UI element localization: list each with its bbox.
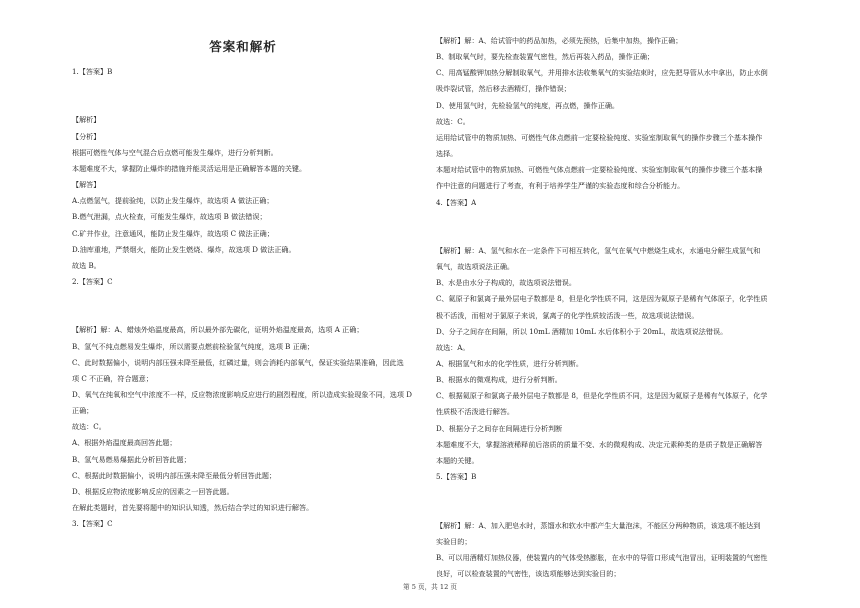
text-line: 作中注意的问题进行了考查，有利于培养学生严谨的实验态度和综合分析能力。 bbox=[436, 181, 685, 191]
text-line: 【解析】解：A、氢气和水在一定条件下可相互转化，氢气在氧气中燃烧生成水，水通电分解生成氢气和 bbox=[436, 245, 761, 255]
text-line: 氧气，故选项说法正确。 bbox=[436, 262, 515, 272]
text-line: B、制取氧气时，要先检查装置气密性，然后再装入药品，操作正确； bbox=[436, 52, 655, 62]
text-line: A、根据氢气和水的化学性质，进行分析判断。 bbox=[436, 359, 583, 368]
page-title: 答案和解析 bbox=[209, 39, 277, 54]
text-line: 项 C 不正确，符合题意； bbox=[72, 373, 153, 383]
text-line: B、水是由水分子构成的，故选项说法错误。 bbox=[436, 278, 576, 288]
text-line: 3.【答案】C bbox=[72, 519, 113, 529]
text-line: C、根据此时数据偏小，说明内部压强未降至最低分析回答此题； bbox=[72, 470, 277, 480]
text-line: 本题难度不大，掌握溶液稀释前后溶质的质量不变、水的微观构成、决定元素种类的是质子数是正确解答 bbox=[436, 439, 763, 449]
text-line: B.燃气泄漏，点火检查，可能发生爆炸，故选项 B 做法错误； bbox=[72, 212, 267, 222]
text-line: C、用高锰酸钾加热分解制取氧气，并用排水法收集氧气的实验结束时，应先把导管从水中拿出，防止水倒 bbox=[436, 68, 768, 78]
text-line: 吸炸裂试管，然后移去酒精灯，操作错误； bbox=[436, 84, 571, 94]
text-line: 极不活泼，而相对于氯原子来说，氯离子的化学性质较活泼一些，故选项说法错误。 bbox=[436, 310, 699, 320]
text-line: 【解答】 bbox=[72, 180, 101, 190]
text-line: D、分子之间存在间隔，所以 10mL 酒精加 10mL 水后体积小于 20mL，故选项说法错误。 bbox=[436, 326, 728, 336]
text-line: 【分析】 bbox=[72, 131, 101, 141]
text-line: 故选：A。 bbox=[436, 342, 470, 352]
text-line: 4.【答案】A bbox=[436, 197, 477, 207]
text-line: 本题难度不大，掌握防止爆炸的措施并能灵活运用是正确解答本题的关键。 bbox=[72, 163, 307, 173]
text-line: D、氧气在纯氧和空气中浓度不一样，反应物浓度影响反应进行的剧烈程度，所以造成实验现象不同，选项 D bbox=[72, 390, 412, 399]
text-line: 选择。 bbox=[436, 149, 458, 159]
text-line: 【解析】解：A、加入肥皂水时，蒸馏水和软水中都产生大量泡沫，不能区分两种物质，该选项不能达到 bbox=[436, 520, 761, 530]
text-line: 【解析】 bbox=[72, 115, 101, 125]
text-line: B、根据水的微观构成，进行分析判断。 bbox=[436, 375, 562, 385]
text-line: 2.【答案】C bbox=[72, 276, 113, 286]
text-line: C、氦原子和氯离子最外层电子数都是 8，但是化学性质不同，这是因为氦原子是稀有气体原子，化学性质 bbox=[436, 294, 768, 304]
text-line: 正确； bbox=[72, 406, 94, 416]
text-line: A、根据外焰温度最高回答此题； bbox=[72, 438, 177, 448]
text-line: D、使用氢气时，先检验氢气的纯度，再点燃，操作正确。 bbox=[436, 100, 620, 110]
text-line: 【解析】解：A、蜡烛外焰温度最高，所以最外部先碳化，证明外焰温度最高，选项 A 正确； bbox=[72, 325, 364, 335]
text-line: 【解析】解：A、给试管中的药品加热，必须先预热，后集中加热，操作正确； bbox=[436, 36, 683, 45]
text-line: B、可以用酒精灯加热仪器，使装置内的气体受热膨胀，在水中的导管口形成气泡冒出，证明装置的气密性 bbox=[436, 552, 768, 562]
text-line: D、根据反应物浓度影响反应的因素之一回答此题。 bbox=[72, 486, 234, 496]
text-line: 本题对给试管中的物质加热、可燃性气体点燃前一定要检验纯度、实验室制取氧气的操作步骤三个基本操 bbox=[436, 165, 763, 175]
text-line: 在解此类题时，首先要将题中的知识认知透，然后结合学过的知识进行解答。 bbox=[72, 503, 314, 513]
text-line: B、氢气易燃易爆据此分析回答此题； bbox=[72, 454, 191, 464]
page-footer: 第 5 页，共 12 页 bbox=[403, 583, 457, 591]
text-line: 5.【答案】B bbox=[436, 472, 477, 482]
text-line: 性质极不活泼进行解答。 bbox=[436, 407, 515, 417]
text-line: 故选：C。 bbox=[72, 422, 106, 432]
text-line: 运用给试管中的物质加热、可燃性气体点燃前一定要检验纯度、实验室制取氧气的操作步骤三个基本操作 bbox=[436, 132, 763, 142]
text-line: C、此时数据偏小，说明内部压强未降至最低，红磷过量，则会消耗内部氧气，保证实验结果准确，因此选 bbox=[72, 357, 404, 367]
text-line: D.油库重地，严禁烟火，能防止发生燃烧、爆炸，故选项 D 做法正确。 bbox=[72, 244, 296, 254]
text-line: C.矿井作业，注意通风，能防止发生爆炸，故选项 C 做法正确； bbox=[72, 228, 274, 238]
text-line: B、氢气不纯点燃易发生爆炸，所以需要点燃前检验氢气纯度，选项 B 正确； bbox=[72, 341, 314, 351]
text-line: 实验目的； bbox=[436, 536, 472, 546]
text-line: 故选 B。 bbox=[72, 260, 101, 270]
text-line: A.点燃氢气，提前验纯，以防止发生爆炸，故选项 A 做法正确； bbox=[72, 196, 274, 206]
text-line: D、根据分子之间存在间隔进行分析判断 bbox=[436, 423, 563, 433]
text-line: 故选：C。 bbox=[436, 116, 470, 126]
text-line: 本题的关键。 bbox=[436, 455, 479, 465]
text-line: 根据可燃性气体与空气混合后点燃可能发生爆炸，进行分析判断。 bbox=[72, 147, 278, 157]
text-line: C、根据氦原子和氯离子最外层电子数都是 8，但是化学性质不同，这是因为氦原子是稀有气体原子，化学 bbox=[436, 391, 768, 401]
text-line: 1.【答案】B bbox=[72, 67, 113, 76]
text-line: 良好，可以检查装置的气密性，该选项能够达到实验目的； bbox=[436, 568, 621, 578]
